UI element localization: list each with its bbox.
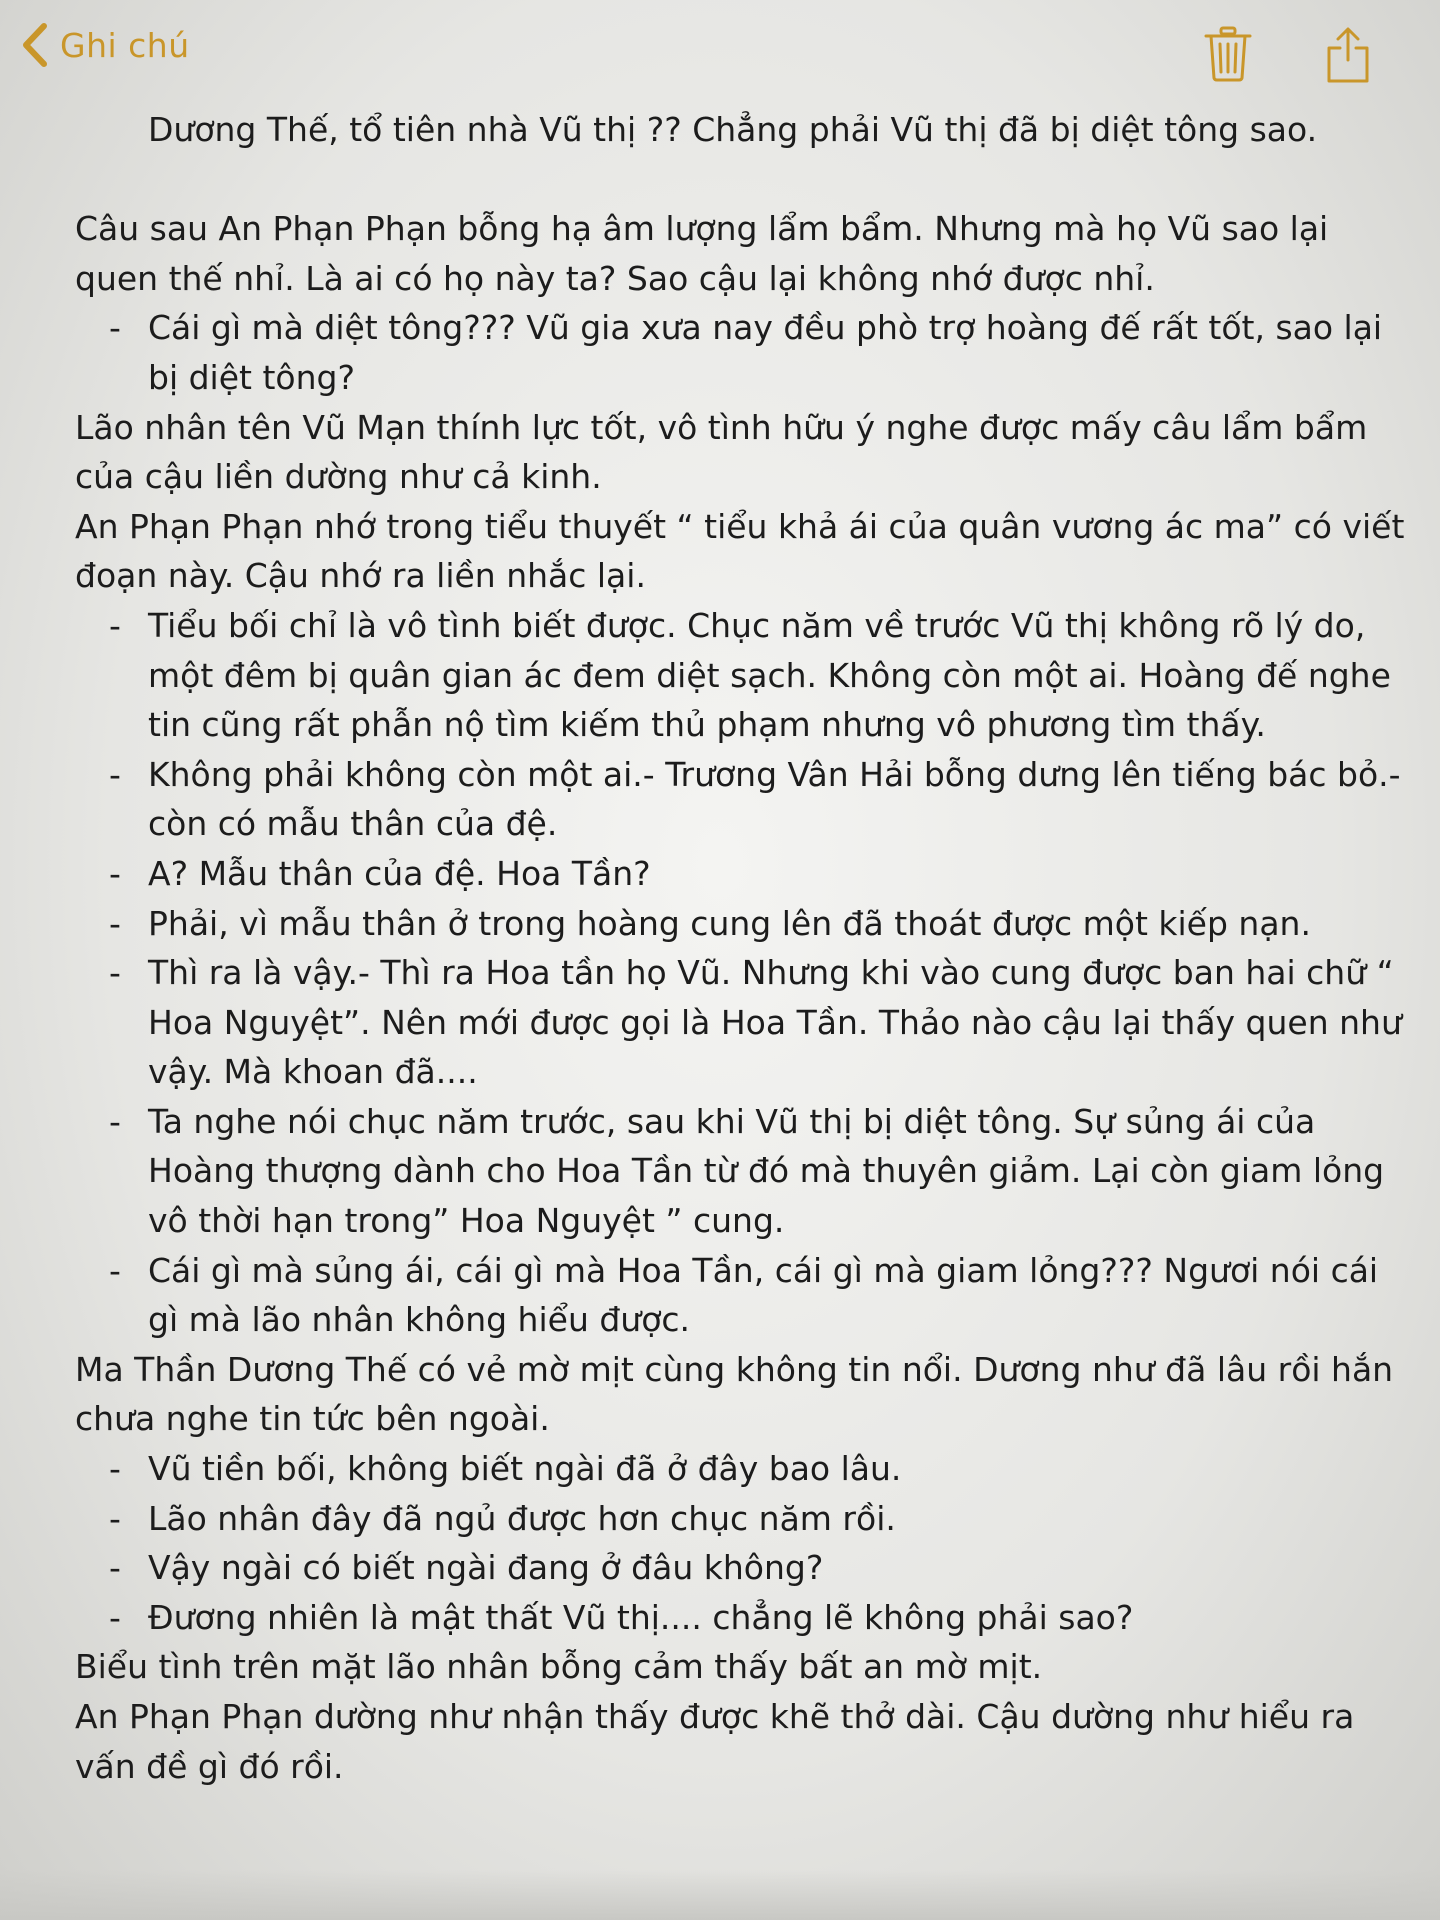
dialogue-line: [75, 750, 1415, 849]
dialogue-line: [75, 899, 1415, 949]
dialogue-line: [75, 1494, 1415, 1544]
dash-bullet: -: [109, 1498, 121, 1538]
dash-bullet: -: [109, 1101, 121, 1141]
blank-line: [75, 155, 1415, 205]
dash-bullet: -: [109, 308, 121, 348]
dialogue-text: Lão nhân đây đã ngủ được hơn chục năm rồi.: [148, 1498, 896, 1538]
dash-bullet: -: [109, 853, 121, 893]
note-line: Dương Thế, tổ tiên nhà Vũ thị ?? Chẳng phải Vũ thị đã bị diệt tông sao.: [148, 110, 1318, 149]
dialogue-text: A? Mẫu thân của đệ. Hoa Tần?: [148, 853, 651, 893]
dialogue-text: Thì ra là vậy.- Thì ra Hoa tần họ Vũ. Nhưng khi vào cung được ban hai chữ “ Hoa Nguyệt”. Nên mới được gọi là Hoa Tần. Thảo nào cậu lại thấy quen như vậy. Mà khoan đã....: [148, 953, 1402, 1092]
dialogue-text: Tiểu bối chỉ là vô tình biết được. Chục năm về trước Vũ thị không rõ lý do, một đêm bị quân gian ác đem diệt sạch. Không còn một ai. Hoàng đế nghe tin cũng rất phẫn nộ tìm kiếm thủ phạm nhưng vô phương tìm thấy.: [148, 605, 1391, 745]
dash-bullet: -: [109, 754, 121, 794]
dialogue-line: [75, 948, 1415, 1097]
dialogue-text: Cái gì mà diệt tông??? Vũ gia xưa nay đều phò trợ hoàng đế rất tốt, sao lại bị diệt tông?: [148, 308, 1383, 397]
note-paragraph: Ma Thần Dương Thế có vẻ mờ mịt cùng không tin nổi. Dương như đã lâu rồi hắn chưa nghe tin tức bên ngoài.: [75, 1349, 1394, 1439]
dialogue-line: [75, 849, 1415, 899]
dash-bullet: -: [109, 953, 121, 993]
note-paragraph: Lão nhân tên Vũ Mạn thính lực tốt, vô tình hữu ý nghe được mấy câu lẩm bẩm của cậu liền dường như cả kinh.: [75, 407, 1368, 497]
chevron-left-icon: [20, 22, 52, 68]
dialogue-text: Cái gì mà sủng ái, cái gì mà Hoa Tần, cái gì mà giam lỏng??? Ngươi nói cái gì mà lão nhân không hiểu được.: [148, 1250, 1379, 1340]
dash-bullet: -: [109, 1250, 121, 1290]
note-paragraph: An Phạn Phạn dường như nhận thấy được khẽ thở dài. Cậu dường như hiểu ra vấn đề gì đó rồi.: [75, 1697, 1355, 1786]
dash-bullet: -: [109, 1597, 121, 1637]
back-label: Ghi chú: [60, 25, 190, 65]
bottom-shadow: [0, 1870, 1440, 1920]
dialogue-line: [75, 1097, 1415, 1246]
dialogue-line: [75, 1543, 1415, 1593]
note-paragraph: Câu sau An Phạn Phạn bỗng hạ âm lượng lẩm bẩm. Nhưng mà họ Vũ sao lại quen thế nhỉ. Là ai có họ này ta? Sao cậu lại không nhớ được nhỉ.: [75, 209, 1329, 298]
dialogue-line: [75, 1444, 1415, 1494]
dialogue-text: Phải, vì mẫu thân ở trong hoàng cung lên đã thoát được một kiếp nạn.: [148, 903, 1311, 943]
dialogue-line: [75, 601, 1415, 750]
dialogue-text: Không phải không còn một ai.- Trương Vân Hải bỗng dưng lên tiếng bác bỏ.- còn có mẫu thân của đệ.: [148, 754, 1401, 844]
dialogue-text: Vậy ngài có biết ngài đang ở đâu không?: [148, 1548, 824, 1588]
note-paragraph: An Phạn Phạn nhớ trong tiểu thuyết “ tiểu khả ái của quân vương ác ma” có viết đoạn này. Cậu nhớ ra liền nhắc lại.: [75, 506, 1405, 596]
navigation-bar: [0, 0, 1440, 105]
dialogue-text: Ta nghe nói chục năm trước, sau khi Vũ thị bị diệt tông. Sự sủng ái của Hoàng thượng dành cho Hoa Tần từ đó mà thuyên giảm. Lại còn giam lỏng vô thời hạn trong” Hoa Nguyệt ” cung.: [148, 1101, 1385, 1241]
note-paragraph: Biểu tình trên mặt lão nhân bỗng cảm thấy bất an mờ mịt.: [75, 1647, 1043, 1687]
dialogue-text: Vũ tiền bối, không biết ngài đã ở đây bao lâu.: [148, 1449, 902, 1489]
dialogue-text: Đương nhiên là mật thất Vũ thị.... chẳng lẽ không phải sao?: [148, 1597, 1134, 1637]
dash-bullet: -: [109, 1548, 121, 1588]
dialogue-line: [75, 1246, 1415, 1345]
note-body[interactable]: [75, 105, 1415, 1791]
dash-bullet: -: [109, 605, 121, 645]
dialogue-line: [75, 303, 1415, 402]
share-icon[interactable]: [1323, 26, 1373, 84]
back-button[interactable]: [20, 22, 190, 68]
trash-icon[interactable]: [1203, 26, 1253, 82]
dialogue-line: [75, 1593, 1415, 1643]
dash-bullet: -: [109, 1449, 121, 1489]
dash-bullet: -: [109, 903, 121, 943]
